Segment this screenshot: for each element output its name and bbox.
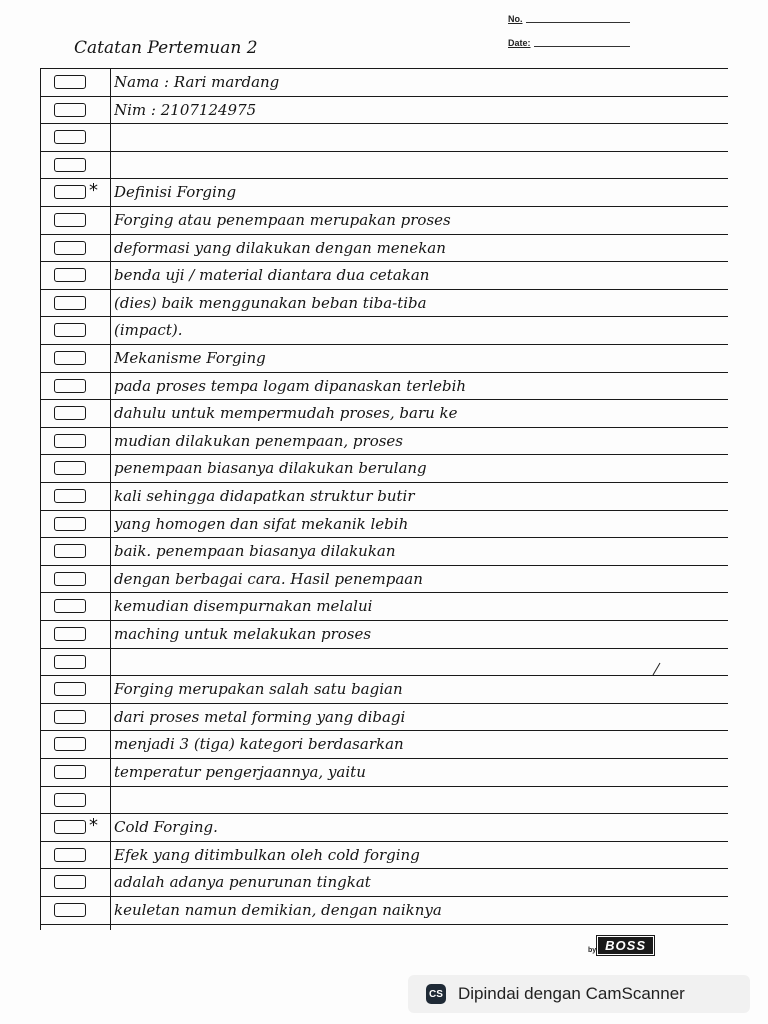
row-checkbox[interactable]	[54, 158, 86, 172]
handwritten-line: (impact).	[114, 321, 183, 339]
ruled-line	[40, 344, 728, 345]
ruled-line	[40, 151, 728, 152]
ruled-line	[40, 703, 728, 704]
row-checkbox[interactable]	[54, 517, 86, 531]
row-checkbox[interactable]	[54, 103, 86, 117]
row-checkbox[interactable]	[54, 268, 86, 282]
notebook-brand	[588, 937, 653, 954]
handwritten-line: keuletan namun demikian, dengan naiknya	[114, 901, 442, 919]
handwritten-line: menjadi 3 (tiga) kategori berdasarkan	[114, 735, 404, 753]
ruled-line	[40, 261, 728, 262]
handwritten-line: Definisi Forging	[114, 183, 237, 201]
ruled-line	[40, 372, 728, 373]
row-checkbox[interactable]	[54, 599, 86, 613]
handwritten-line: dari proses metal forming yang dibagi	[114, 708, 406, 726]
row-checkbox[interactable]	[54, 875, 86, 889]
row-checkbox[interactable]	[54, 489, 86, 503]
ruled-line	[40, 289, 728, 290]
handwritten-line: adalah adanya penurunan tingkat	[114, 873, 371, 891]
ruled-line	[40, 537, 728, 538]
inner-margin-line	[110, 68, 111, 930]
handwritten-line: Forging atau penempaan merupakan proses	[114, 211, 451, 229]
handwritten-line: Mekanisme Forging	[114, 349, 266, 367]
ruled-line	[40, 96, 728, 97]
handwritten-line: temperatur pengerjaannya, yaitu	[114, 763, 366, 781]
row-checkbox[interactable]	[54, 434, 86, 448]
scanner-text: Dipindai dengan CamScanner	[458, 984, 685, 1003]
ruled-line	[40, 454, 728, 455]
ruled-line	[40, 813, 728, 814]
scanner-watermark	[408, 975, 750, 1013]
ruled-line	[40, 592, 728, 593]
ruled-line	[40, 675, 728, 676]
row-checkbox[interactable]	[54, 351, 86, 365]
ruled-line	[40, 206, 728, 207]
no-label: No.	[508, 14, 523, 24]
row-checkbox[interactable]	[54, 185, 86, 199]
outer-margin-line	[40, 68, 41, 930]
ruled-line	[40, 620, 728, 621]
ruled-line	[40, 730, 728, 731]
ruled-line	[40, 868, 728, 869]
row-checkbox[interactable]	[54, 544, 86, 558]
handwritten-line: baik. penempaan biasanya dilakukan	[114, 542, 396, 560]
ruled-line	[40, 896, 728, 897]
page-title: Catatan Pertemuan 2	[74, 38, 258, 58]
brand-logo: BOSS	[598, 937, 653, 954]
handwritten-line	[114, 789, 726, 811]
handwritten-line: dengan berbagai cara. Hasil penempaan	[114, 570, 423, 588]
ruled-line	[40, 399, 728, 400]
ruled-line	[40, 123, 728, 124]
row-checkbox[interactable]	[54, 130, 86, 144]
handwritten-line	[114, 126, 726, 148]
handwritten-line: Forging merupakan salah satu bagian	[114, 680, 403, 698]
row-checkbox[interactable]	[54, 296, 86, 310]
row-checkbox[interactable]	[54, 655, 86, 669]
ruled-line	[40, 510, 728, 511]
handwritten-line: mudian dilakukan penempaan, proses	[114, 432, 404, 450]
handwritten-line: Efek yang ditimbulkan oleh cold forging	[114, 846, 420, 864]
row-checkbox[interactable]	[54, 379, 86, 393]
handwritten-line: Cold Forging.	[114, 818, 218, 836]
handwritten-line: Nim : 2107124975	[114, 101, 257, 119]
ruled-line	[40, 234, 728, 235]
row-checkbox[interactable]	[54, 737, 86, 751]
row-checkbox[interactable]	[54, 820, 86, 834]
handwritten-line: (dies) baik menggunakan beban tiba-tiba	[114, 294, 427, 312]
handwritten-line: Nama : Rari mardang	[114, 73, 280, 91]
ruled-line	[40, 786, 728, 787]
row-checkbox[interactable]	[54, 682, 86, 696]
row-checkbox[interactable]	[54, 710, 86, 724]
ruled-line	[40, 758, 728, 759]
ruled-line	[40, 482, 728, 483]
row-checkbox[interactable]	[54, 406, 86, 420]
row-checkbox[interactable]	[54, 323, 86, 337]
row-checkbox[interactable]	[54, 572, 86, 586]
handwritten-line	[114, 651, 726, 673]
row-checkbox[interactable]	[54, 461, 86, 475]
ruled-line	[40, 648, 728, 649]
ruled-line	[40, 316, 728, 317]
handwritten-line: penempaan biasanya dilakukan berulang	[114, 459, 427, 477]
ruled-line	[40, 565, 728, 566]
brand-by: by	[588, 947, 597, 954]
handwritten-line: kemudian disempurnakan melalui	[114, 597, 373, 615]
row-checkbox[interactable]	[54, 75, 86, 89]
camscanner-icon: CS	[426, 984, 446, 1004]
handwritten-line: deformasi yang dilakukan dengan menekan	[114, 239, 446, 257]
handwritten-line: maching untuk melakukan proses	[114, 625, 372, 643]
date-label: Date:	[508, 38, 531, 48]
row-checkbox[interactable]	[54, 627, 86, 641]
row-checkbox[interactable]	[54, 765, 86, 779]
handwritten-line: pada proses tempa logam dipanaskan terlebih	[114, 377, 467, 395]
row-checkbox[interactable]	[54, 848, 86, 862]
ruled-line	[40, 841, 728, 842]
ruled-line	[40, 68, 728, 69]
row-checkbox[interactable]	[54, 241, 86, 255]
handwritten-line: benda uji / material diantara dua cetakan	[114, 266, 430, 284]
row-checkbox[interactable]	[54, 903, 86, 917]
no-field-line	[526, 22, 630, 23]
date-field-line	[534, 46, 630, 47]
handwritten-line: dahulu untuk mempermudah proses, baru ke	[114, 404, 458, 422]
handwritten-line: yang homogen dan sifat mekanik lebih	[114, 515, 409, 533]
ruled-line	[40, 427, 728, 428]
handwritten-line	[114, 154, 726, 176]
row-checkbox[interactable]	[54, 213, 86, 227]
ruled-line	[40, 178, 728, 179]
ruled-line	[40, 924, 728, 925]
handwritten-line: kali sehingga didapatkan struktur butir	[114, 487, 415, 505]
asterisk-mark-icon: *	[89, 180, 98, 201]
asterisk-mark-icon: *	[89, 815, 98, 836]
row-checkbox[interactable]	[54, 793, 86, 807]
